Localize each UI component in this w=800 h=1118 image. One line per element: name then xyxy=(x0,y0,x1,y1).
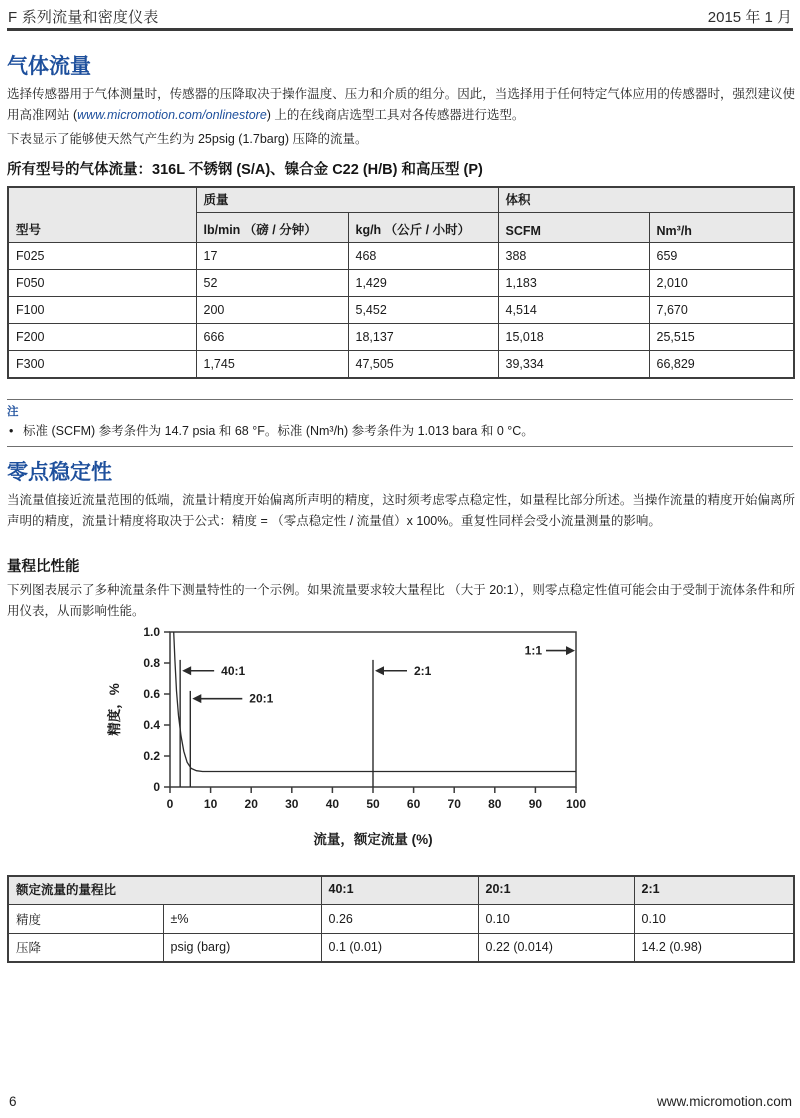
value-cell: 39,334 xyxy=(498,351,649,378)
arrow-left-icon xyxy=(375,666,384,675)
zero-stability-paragraph: 当流量值接近流量范围的低端，流量计精度开始偏离所声明的精度，这时须考虑零点稳定性，如量程比部分所述。当操作流量的精度开始偏离所声明的精度，流量计精度将取决于公式：精度 = （零点稳定性 / 流量值）x 100%。重复性同样会受小流量测量的影响。 xyxy=(7,493,795,528)
value-cell: 5,452 xyxy=(348,297,498,324)
row-label-accuracy: 精度 xyxy=(8,904,163,933)
value-cell: 14.2 (0.98) xyxy=(634,933,794,962)
x-tick-label: 80 xyxy=(488,797,502,811)
paragraph-text: ) 上的在线商店选型工具对各传感器进行选型。 xyxy=(266,108,525,122)
gas-flow-table xyxy=(7,186,795,379)
x-tick-label: 90 xyxy=(528,797,543,811)
value-cell: 0.10 xyxy=(478,904,634,933)
y-tick-label: 1.0 xyxy=(143,625,160,639)
x-tick-label: 50 xyxy=(366,797,380,811)
column-group-volume: 体积 xyxy=(498,187,794,213)
value-cell: 0.22 (0.014) xyxy=(478,933,634,962)
footer-url: www.micromotion.com xyxy=(656,1094,792,1109)
value-cell: 659 xyxy=(649,243,794,270)
gas-flow-paragraph xyxy=(7,84,795,126)
value-cell: 2,010 xyxy=(649,270,794,297)
annotation-label: 1:1 xyxy=(524,643,542,658)
column-header-nm3h: Nm³/h xyxy=(649,213,794,243)
value-cell: 4,514 xyxy=(498,297,649,324)
x-tick-label: 70 xyxy=(447,797,461,811)
annotation-label: 20:1 xyxy=(249,691,274,706)
turndown-heading: 量程比性能 xyxy=(7,559,80,575)
y-tick-label: 0 xyxy=(153,780,160,794)
table-header-row xyxy=(8,876,794,904)
header-rule xyxy=(7,28,793,31)
value-cell: 47,505 xyxy=(348,351,498,378)
y-tick-label: 0.4 xyxy=(143,718,160,732)
value-cell: 468 xyxy=(348,243,498,270)
gas-flow-intro-paragraph: 下表显示了能够使天然气产生约为 25psig (1.7barg) 压降的流量。 xyxy=(7,132,368,146)
x-tick-label: 10 xyxy=(203,797,218,811)
table-row xyxy=(8,351,794,378)
value-cell: 52 xyxy=(196,270,348,297)
value-cell: 15,018 xyxy=(498,324,649,351)
y-tick-label: 0.2 xyxy=(143,749,160,763)
x-tick-label: 60 xyxy=(406,797,421,811)
value-cell: 666 xyxy=(196,324,348,351)
x-tick-label: 100 xyxy=(565,797,587,811)
x-tick-label: 30 xyxy=(285,797,299,811)
y-tick-label: 0.8 xyxy=(143,656,160,670)
column-header-2-1: 2:1 xyxy=(634,876,794,904)
arrow-right-icon xyxy=(566,646,575,655)
model-cell: F025 xyxy=(8,243,196,270)
column-header-turndown: 额定流量的量程比 xyxy=(8,876,321,904)
page-number: 6 xyxy=(9,1094,17,1109)
onlinestore-link[interactable]: www.micromotion.com/onlinestore xyxy=(77,108,267,122)
gas-flow-table-title: 所有型号的气体流量：316L 不锈钢 (S/A)、镍合金 C22 (H/B) 和高压型 (P) xyxy=(7,162,483,178)
value-cell: 0.26 xyxy=(321,904,478,933)
document-title: F 系列流量和密度仪表 xyxy=(8,9,159,26)
accuracy-curve xyxy=(174,632,576,772)
column-header-20-1: 20:1 xyxy=(478,876,634,904)
column-header-40-1: 40:1 xyxy=(321,876,478,904)
annotation-label: 2:1 xyxy=(414,663,432,678)
table-header-row xyxy=(8,187,794,213)
column-header-model: 型号 xyxy=(8,187,196,243)
note-item xyxy=(7,422,793,440)
table-row xyxy=(8,933,794,962)
model-cell: F100 xyxy=(8,297,196,324)
table-row xyxy=(8,270,794,297)
x-tick-label: 0 xyxy=(166,797,174,811)
arrow-left-icon xyxy=(192,694,201,703)
value-cell: 1,745 xyxy=(196,351,348,378)
column-header-kgh: kg/h （公斤 / 小时） xyxy=(348,213,498,243)
turndown-chart xyxy=(95,622,615,867)
x-tick-label: 40 xyxy=(325,797,340,811)
annotation-label: 40:1 xyxy=(221,663,246,678)
value-cell: 18,137 xyxy=(348,324,498,351)
note-label: 注 xyxy=(7,406,19,418)
turndown-paragraph: 下列图表展示了多种流量条件下测量特性的一个示例。如果流量要求较大量程比 （大于 20:1），则零点稳定性值可能会由于受制于流体条件和所用仪表，从而影响性能。 xyxy=(7,583,795,618)
paragraph-text: 选择传感器用于气体测量时，传感器的压降取决于操作温度、压力和介质的组分。因此，当选择用于任何特定气体应用的传感器时，强烈建议使用高准网站 ( xyxy=(7,87,795,122)
section-heading-gas-flow: 气体流量 xyxy=(7,55,91,78)
y-axis-label: 精度，% xyxy=(107,683,122,736)
note-block xyxy=(7,399,793,447)
row-label-pressure-drop: 压降 xyxy=(8,933,163,962)
bullet-icon: • xyxy=(9,424,14,438)
model-cell: F200 xyxy=(8,324,196,351)
value-cell: 200 xyxy=(196,297,348,324)
column-group-mass: 质量 xyxy=(196,187,498,213)
column-header-scfm: SCFM xyxy=(498,213,649,243)
table-row xyxy=(8,324,794,351)
arrow-left-icon xyxy=(182,666,191,675)
table-row xyxy=(8,243,794,270)
x-tick-label: 20 xyxy=(244,797,258,811)
value-cell: 0.10 xyxy=(634,904,794,933)
table-row xyxy=(8,297,794,324)
value-cell: 1,183 xyxy=(498,270,649,297)
note-text: 标准 (SCFM) 参考条件为 14.7 psia 和 68 °F。标准 (Nm³/h) 参考条件为 1.013 bara 和 0 °C。 xyxy=(23,424,534,438)
unit-cell: ±% xyxy=(163,904,321,933)
value-cell: 0.1 (0.01) xyxy=(321,933,478,962)
document-date: 2015 年 1 月 xyxy=(707,9,792,26)
value-cell: 17 xyxy=(196,243,348,270)
value-cell: 66,829 xyxy=(649,351,794,378)
value-cell: 25,515 xyxy=(649,324,794,351)
x-axis-label: 流量，额定流量 (%) xyxy=(313,832,433,847)
value-cell: 388 xyxy=(498,243,649,270)
turndown-table xyxy=(7,875,795,963)
table-row xyxy=(8,904,794,933)
column-header-lbmin: lb/min （磅 / 分钟） xyxy=(196,213,348,243)
model-cell: F050 xyxy=(8,270,196,297)
model-cell: F300 xyxy=(8,351,196,378)
value-cell: 7,670 xyxy=(649,297,794,324)
value-cell: 1,429 xyxy=(348,270,498,297)
y-tick-label: 0.6 xyxy=(143,687,160,701)
section-heading-zero-stability: 零点稳定性 xyxy=(7,461,112,484)
unit-cell: psig (barg) xyxy=(163,933,321,962)
